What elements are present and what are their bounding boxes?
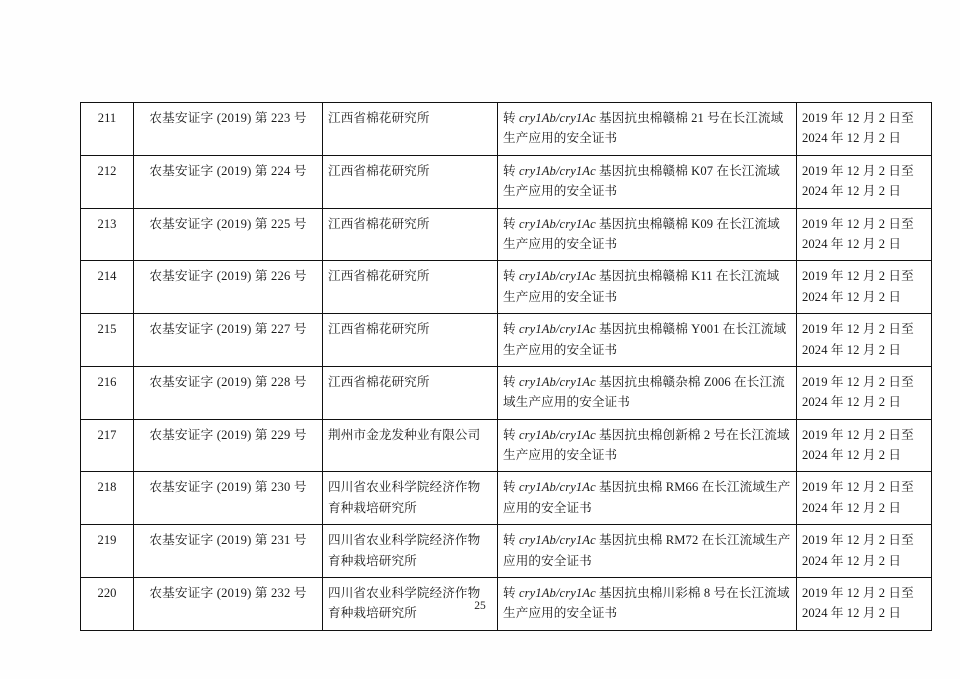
row-organization: 江西省棉花研究所 [323,261,498,314]
validity-end: 2024 年 12 月 2 日 [802,289,902,304]
row-organization: 江西省棉花研究所 [323,103,498,156]
row-description [498,103,797,156]
description-prefix: 转 [503,480,519,495]
row-index: 218 [81,472,134,525]
row-description [498,366,797,419]
row-index: 216 [81,366,134,419]
validity-start: 2019 年 12 月 2 日至 [802,480,914,495]
table-row [81,314,932,367]
row-certificate-number: 农基安证字 (2019) 第 226 号 [134,261,323,314]
page-number: 25 [474,600,486,612]
description-prefix: 转 [503,586,519,601]
description-suffix: 基因抗虫棉川彩棉 8 号在长江流域生产应用的安全证书 [503,586,790,621]
row-organization: 四川省农业科学院经济作物育种栽培研究所 [323,578,498,631]
gene-name: cry1Ab/cry1Ac [518,163,596,178]
description-suffix: 基因抗虫棉赣棉 Y001 在长江流域生产应用的安全证书 [503,322,787,357]
description-prefix: 转 [503,533,519,548]
row-certificate-number: 农基安证字 (2019) 第 231 号 [134,525,323,578]
row-validity [797,472,932,525]
description-suffix: 基因抗虫棉 RM66 在长江流域生产应用的安全证书 [503,480,791,515]
table-row [81,366,932,419]
description-suffix: 基因抗虫棉创新棉 2 号在长江流域生产应用的安全证书 [503,427,790,463]
validity-start: 2019 年 12 月 2 日至 [802,322,914,337]
row-certificate-number: 农基安证字 (2019) 第 230 号 [134,472,323,525]
description-suffix: 基因抗虫棉赣棉 K11 在长江流域生产应用的安全证书 [503,269,780,304]
row-validity [797,525,932,578]
row-certificate-number: 农基安证字 (2019) 第 227 号 [134,314,323,367]
row-index: 215 [81,314,134,367]
row-organization: 四川省农业科学院经济作物育种栽培研究所 [323,525,498,578]
gene-name: cry1Ab/cry1Ac [518,586,596,601]
gene-name: cry1Ab/cry1Ac [518,374,596,389]
row-validity [797,208,932,261]
row-index: 212 [81,155,134,208]
validity-end: 2024 年 12 月 2 日 [802,606,902,621]
validity-start: 2019 年 12 月 2 日至 [802,374,914,389]
validity-start: 2019 年 12 月 2 日至 [802,586,914,601]
row-description [498,155,797,208]
description-suffix: 基因抗虫棉赣棉 K09 在长江流域生产应用的安全证书 [503,216,780,251]
validity-start: 2019 年 12 月 2 日至 [802,111,914,125]
description-prefix: 转 [503,163,519,178]
description-prefix: 转 [503,216,519,231]
table-row [81,261,932,314]
validity-end: 2024 年 12 月 2 日 [802,500,902,515]
row-certificate-number: 农基安证字 (2019) 第 223 号 [134,103,323,156]
description-prefix: 转 [503,427,519,442]
validity-end: 2024 年 12 月 2 日 [802,395,902,410]
validity-end: 2024 年 12 月 2 日 [802,131,902,146]
table-row [81,472,932,525]
row-organization: 江西省棉花研究所 [323,208,498,261]
row-index: 214 [81,261,134,314]
table-row [81,525,932,578]
description-prefix: 转 [503,111,519,125]
row-validity [797,155,932,208]
row-validity [797,419,932,472]
description-suffix: 基因抗虫棉赣杂棉 Z006 在长江流域生产应用的安全证书 [503,374,785,410]
row-description [498,261,797,314]
description-suffix: 基因抗虫棉 RM72 在长江流域生产应用的安全证书 [503,533,791,568]
description-suffix: 基因抗虫棉赣棉 K07 在长江流域生产应用的安全证书 [503,163,780,199]
table-row [81,103,932,156]
validity-end: 2024 年 12 月 2 日 [802,236,902,251]
row-description [498,314,797,367]
description-suffix: 基因抗虫棉赣棉 21 号在长江流域生产应用的安全证书 [503,111,784,146]
gene-name: cry1Ab/cry1Ac [518,269,596,284]
table-row [81,155,932,208]
row-validity [797,314,932,367]
gene-name: cry1Ab/cry1Ac [518,216,596,231]
validity-start: 2019 年 12 月 2 日至 [802,163,914,178]
validity-end: 2024 年 12 月 2 日 [802,342,902,357]
table-row [81,208,932,261]
gene-name: cry1Ab/cry1Ac [518,111,596,125]
validity-end: 2024 年 12 月 2 日 [802,448,902,463]
row-certificate-number: 农基安证字 (2019) 第 224 号 [134,155,323,208]
row-organization: 江西省棉花研究所 [323,314,498,367]
certificate-table-container [80,102,914,631]
row-validity [797,103,932,156]
row-certificate-number: 农基安证字 (2019) 第 225 号 [134,208,323,261]
row-validity [797,366,932,419]
validity-end: 2024 年 12 月 2 日 [802,184,902,199]
row-description [498,525,797,578]
gene-name: cry1Ab/cry1Ac [518,480,596,495]
gene-name: cry1Ab/cry1Ac [518,533,596,548]
validity-start: 2019 年 12 月 2 日至 [802,269,914,284]
validity-start: 2019 年 12 月 2 日至 [802,533,914,548]
row-description [498,419,797,472]
row-index: 220 [81,578,134,631]
row-index: 211 [81,103,134,156]
row-certificate-number: 农基安证字 (2019) 第 229 号 [134,419,323,472]
row-validity [797,261,932,314]
row-description [498,472,797,525]
certificate-table-body [81,103,932,631]
gene-name: cry1Ab/cry1Ac [518,427,596,442]
description-prefix: 转 [503,269,519,284]
gene-name: cry1Ab/cry1Ac [518,322,596,337]
row-description [498,208,797,261]
validity-start: 2019 年 12 月 2 日至 [802,216,914,231]
validity-start: 2019 年 12 月 2 日至 [802,427,914,442]
row-certificate-number: 农基安证字 (2019) 第 228 号 [134,366,323,419]
table-row [81,419,932,472]
row-organization: 荆州市金龙发种业有限公司 [323,419,498,472]
row-organization: 四川省农业科学院经济作物育种栽培研究所 [323,472,498,525]
row-certificate-number: 农基安证字 (2019) 第 232 号 [134,578,323,631]
description-prefix: 转 [503,322,519,337]
row-index: 219 [81,525,134,578]
row-index: 217 [81,419,134,472]
validity-end: 2024 年 12 月 2 日 [802,553,902,568]
row-organization: 江西省棉花研究所 [323,155,498,208]
row-organization: 江西省棉花研究所 [323,366,498,419]
row-index: 213 [81,208,134,261]
description-prefix: 转 [503,374,519,389]
certificate-table [80,102,932,631]
